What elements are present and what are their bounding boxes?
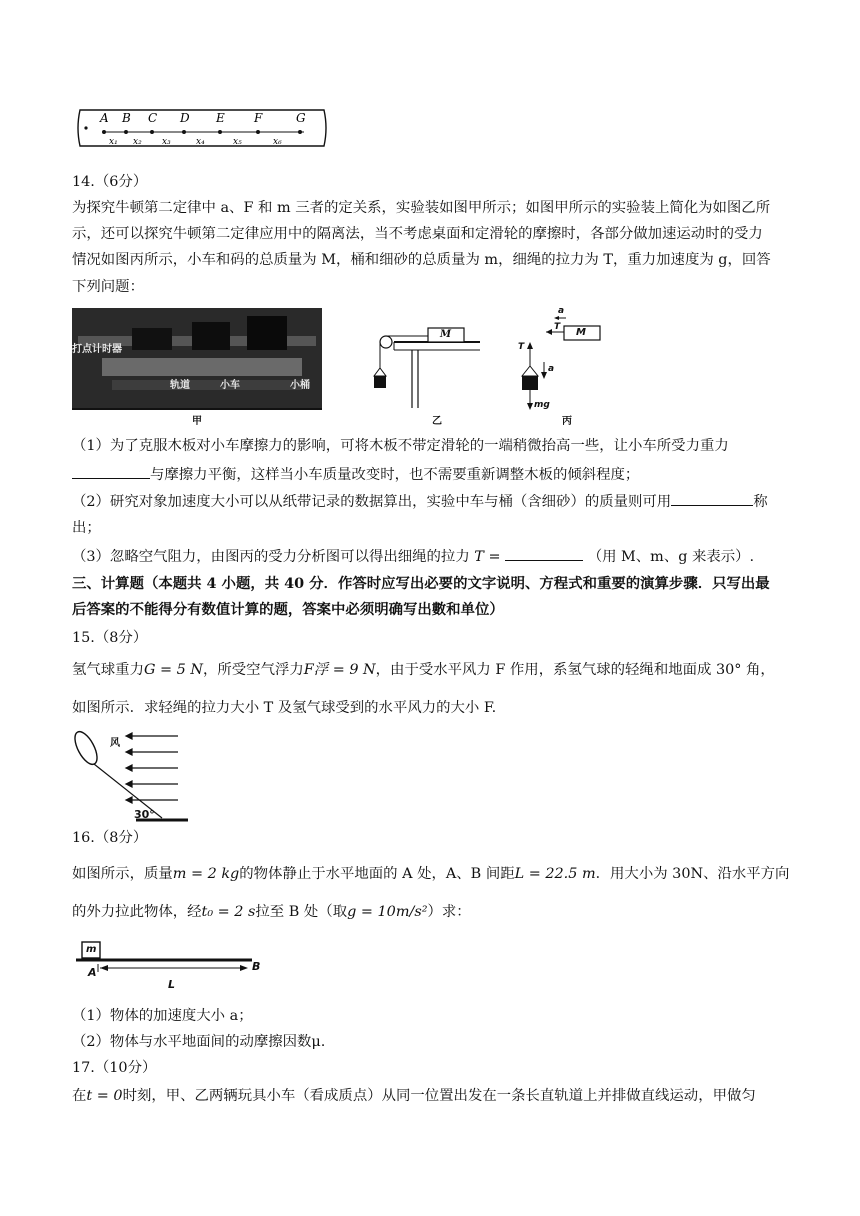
section3-title-2: 后答案的不能得分有数值计算的题，答案中必须明确写出數和单位） — [72, 601, 504, 618]
q15-buoyancy: F浮 = 9 N — [303, 662, 376, 678]
tape-segment-label: x₅ — [233, 137, 242, 147]
tape-point-label: A — [100, 111, 109, 125]
q16-part2: （2）物体与水平地面间的动摩擦因数μ. — [72, 1034, 326, 1050]
q14-intro-4: 下列问题： — [72, 279, 144, 295]
tape-point-label: D — [180, 111, 190, 125]
balloon-figure — [72, 728, 192, 824]
tape-point-A — [102, 130, 106, 134]
q14-part2-a: （2）研究对象加速度大小可以从纸带记录的数据算出，实验中车与桶（含细砂）的质量则可用 — [72, 494, 672, 510]
paper-tape-figure — [72, 100, 332, 156]
tape-segment-label: x₃ — [162, 137, 171, 147]
q14-part3-line — [72, 546, 800, 567]
q17-time: t = 0 — [86, 1088, 123, 1104]
q15-line2: 如图所示．求轻绳的拉力大小 T 及氢气球受到的水平风力的大小 F. — [72, 700, 497, 716]
bing-a-top: a — [558, 306, 565, 316]
q16-text-d: 的外力拉此物体，经 — [72, 904, 202, 920]
q16-gravity-accel: g = 10m/s² — [347, 904, 428, 920]
balloon-wind-label: 风 — [110, 738, 120, 749]
q15-text-a: 氢气球重力 — [72, 662, 144, 678]
tape-point-E — [218, 130, 222, 134]
tape-point-B — [124, 130, 128, 134]
q14-part2-b: 称 — [753, 494, 768, 510]
block-m-label: m — [86, 944, 97, 955]
q14-part3-T: T = — [474, 549, 501, 565]
q14-part2-c: 出； — [72, 520, 101, 536]
q15-line1 — [72, 660, 800, 680]
yi-caption: 乙 — [432, 416, 442, 427]
q14-answer-blank-2[interactable] — [671, 491, 753, 506]
q14-header: 14.（6分） — [72, 174, 148, 190]
jia-label-car: 小车 — [220, 380, 240, 391]
q14-part3-b: （用 M、m、g 来表示）. — [587, 549, 755, 565]
bing-a-side: a — [548, 364, 555, 374]
tape-point-D — [182, 130, 186, 134]
length-L-label: L — [168, 978, 176, 991]
q16-text-a: 如图所示，质量 — [72, 866, 173, 882]
q14-intro-2: 示，还可以探究牛顿第二定律应用中的隔离法，当不考虑桌面和定滑轮的摩擦时，各部分做加速运动时的受力 — [72, 226, 763, 242]
q16-text-e: 拉至 B 处（取 — [255, 904, 348, 920]
q17-line1 — [72, 1086, 800, 1106]
jia-caption: 甲 — [192, 416, 202, 427]
q15-header: 15.（8分） — [72, 630, 148, 646]
q16-text-c: ．用大小为 30N、沿水平方向 — [595, 866, 790, 882]
bing-T-top: T — [554, 322, 561, 332]
q16-text-b: 的物体静止于水平地面的 A 处，A、B 间距 — [239, 866, 515, 882]
q16-line2 — [72, 902, 800, 922]
q16-text-f: ）求： — [427, 904, 471, 920]
q14-answer-blank-3[interactable] — [505, 546, 583, 561]
bing-mg: mg — [534, 400, 550, 410]
tape-point-label: B — [122, 111, 131, 125]
q14-answer-blank-1[interactable] — [72, 464, 150, 479]
q16-line1 — [72, 864, 800, 884]
tape-point-G — [298, 130, 302, 134]
q17-header: 17.（10分） — [72, 1060, 157, 1076]
q16-mass: m = 2 kg — [172, 866, 240, 882]
q15-gravity: G = 5 N — [143, 662, 203, 678]
q14-part1-b: 与摩擦力平衡，这样当小车质量改变时，也不需要重新调整木板的倾斜程度； — [150, 467, 640, 483]
block-track-figure — [76, 938, 266, 994]
tape-segment-label: x₆ — [273, 137, 282, 147]
q15-text-b: ，所受空气浮力 — [203, 662, 304, 678]
tape-point-label: G — [296, 111, 306, 125]
tape-point-C — [150, 130, 154, 134]
bing-block-label: M — [576, 327, 586, 338]
q16-part1: （1）物体的加速度大小 a； — [72, 1008, 253, 1024]
q14-part1-line — [72, 464, 800, 485]
jia-label-track: 轨道 — [170, 380, 190, 391]
q16-header: 16.（8分） — [72, 830, 148, 846]
q16-time: t₀ = 2 s — [201, 904, 256, 920]
q14-part1-a: （1）为了克服木板对小车摩擦力的影响，可将木板不带定滑轮的一端稍微抬高一些，让小车所受力重力 — [72, 438, 729, 454]
tape-point-F — [256, 130, 260, 134]
jia-label-bucket: 小桶 — [290, 380, 310, 391]
balloon-angle-label: 30° — [134, 808, 155, 821]
tape-segment-label: x₂ — [133, 137, 142, 147]
q14-part2-line — [72, 491, 800, 512]
bing-caption: 丙 — [562, 416, 572, 427]
section3-title-1: 三、计算题（本题共 4 小题，共 40 分．作答时应写出必要的文字说明、方程式和重要的演算步骤．只写出最 — [72, 575, 770, 592]
q14-intro-1: 为探究牛顿第二定律中 a、F 和 m 三者的定关系，实验装如图甲所示；如图甲所示的实验装上简化为如图乙所 — [72, 200, 771, 216]
q14-part3-a: （3）忽略空气阻力，由图丙的受力分析图可以得出细绳的拉力 — [72, 549, 470, 565]
q15-text-c: ，由于受水平风力 F 作用，系氢气球的轻绳和地面成 30° 角， — [375, 662, 775, 678]
tape-segment-label: x₄ — [196, 137, 205, 147]
yi-block-label: M — [440, 329, 452, 340]
q14-intro-3: 情况如图丙所示，小车和码的总质量为 M，桶和细砂的总质量为 m，细绳的拉力为 T，重力加速度为 g，回答 — [72, 252, 771, 268]
point-B-label: B — [252, 960, 261, 973]
q17-text-b: 时刻，甲、乙两辆玩具小车（看成质点）从同一位置出发在一条长直轨道上并排做直线运动，甲做匀 — [122, 1088, 756, 1104]
figure-bing — [510, 306, 610, 426]
figure-yi — [372, 322, 482, 426]
tape-point-label: F — [254, 111, 263, 125]
jia-label-timer: 打点计时器 — [72, 344, 122, 355]
q17-text-a: 在 — [72, 1088, 87, 1104]
bing-T-left: T — [518, 342, 525, 352]
tape-segment-label: x₁ — [109, 137, 118, 147]
figure-jia — [72, 308, 322, 426]
q16-distance: L = 22.5 m — [514, 866, 596, 882]
tape-point-label: C — [148, 111, 158, 125]
tape-point-label: E — [216, 111, 225, 125]
point-A-label: A — [88, 966, 97, 979]
